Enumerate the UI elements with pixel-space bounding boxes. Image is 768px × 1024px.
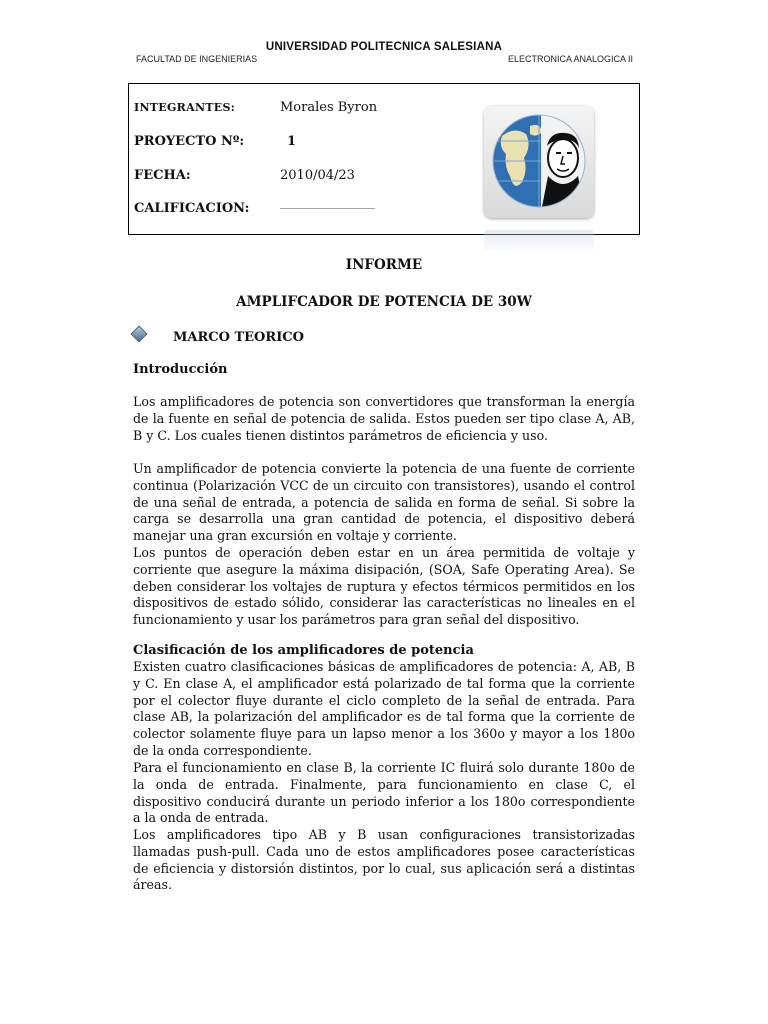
paragraph-4: Existen cuatro clasificaciones básicas de amplificadores de potencia: A, AB, B y C. En clase A, el amplificador está polarizado de tal forma que la corriente por el colector fluye durante el ciclo completo de la señal de entrada. Para clase AB, la polarización del amplificador es de tal forma que la corriente de colector solamente fluye para un lapso menor a los 360o y mayor a los 180o de la onda correspondiente. [133,659,635,758]
paragraph-2: Un amplificador de potencia convierte la potencia de una fuente de corriente continua (Polarización VCC de un circuito con transistores), usando el control de una señal de entrada, a potencia de salida en forma de señal. Si sobre la carga se desarrolla una gran cantidad de potencia, el dispositivo deberá manejar una gran excursión en voltaje y corriente. [133,461,635,544]
integrantes-value: Morales Byron [280,100,378,115]
course-label: ELECTRONICA ANALOGICA II [507,54,633,64]
paragraph-5: Para el funcionamiento en clase B, la corriente IC fluirá solo durante 180o de la onda de entrada. Finalmente, para funcionamiento en clase C, el dispositivo conducirá durante un periodo inferior a los 180o correspondiente a la onda de entrada. [133,760,635,826]
marco-teorico-heading [133,328,304,345]
calificacion-value: ___________________ [280,198,375,209]
university-logo [484,106,594,218]
marco-teorico-label: MARCO TEORICO [173,330,304,345]
student-info-box [128,83,640,235]
introduccion-heading: Introducción [133,362,228,377]
university-header: UNIVERSIDAD POLITECNICA SALESIANA [265,41,503,53]
fecha-value: 2010/04/23 [280,168,355,183]
logo-reflection [484,230,594,254]
faculty-label: FACULTAD DE INGENIERIAS [136,54,258,64]
integrantes-label: INTEGRANTES: [134,101,236,114]
paragraph-6: Los amplificadores tipo AB y B usan configuraciones transistorizadas llamadas push-pull. Cada uno de estos amplificadores posee características de eficiencia y distorsión distintos, por lo cual, sus aplicación será a distintas áreas. [133,827,635,893]
paragraph-3: Los puntos de operación deben estar en un área permitida de voltaje y corriente que asegure la máxima disipación, (SOA, Safe Operating Area). Se deben considerar los voltajes de ruptura y efectos térmicos permitidos en los dispositivos de estado sólido, considerar las características no lineales en el funcionamiento y usar los parámetros para gran señal del dispositivo. [133,545,635,628]
proyecto-label: PROYECTO Nº: [134,134,245,149]
fecha-label: FECHA: [134,168,191,183]
clasificacion-heading: Clasificación de los amplificadores de potencia [133,643,474,658]
calificacion-label: CALIFICACION: [134,201,250,216]
proyecto-value: 1 [287,134,297,149]
diamond-bullet-icon [131,326,148,343]
paragraph-1: Los amplificadores de potencia son convertidores que transforman la energía de la fuente en señal de potencia de salida. Estos pueden ser tipo clase A, AB, B y C. Los cuales tienen distintos parámetros de eficiencia y uso. [133,394,635,443]
globe-logo-icon [484,106,594,218]
main-title: AMPLIFCADOR DE POTENCIA DE 30W [236,294,532,310]
informe-title: INFORME [345,257,423,273]
